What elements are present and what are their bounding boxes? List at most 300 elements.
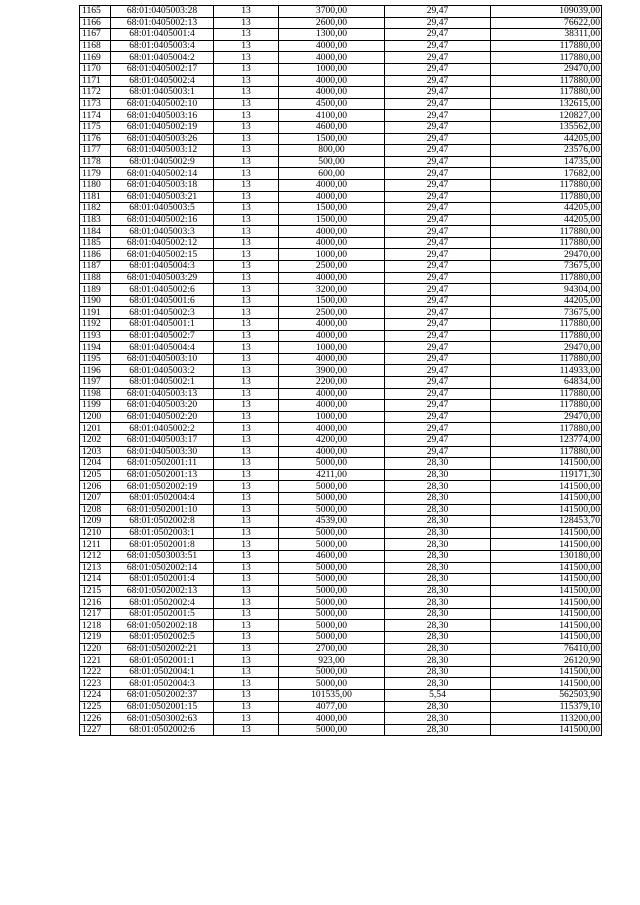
- cadastral-number-cell: 68:01:0405002:16: [111, 214, 214, 226]
- category-code-cell: 13: [214, 434, 279, 446]
- table-row: [80, 63, 602, 75]
- cadastral-number-cell: 68:01:0405002:13: [111, 17, 214, 29]
- area-cell: 600,00: [279, 168, 385, 180]
- area-cell: 1000,00: [279, 411, 385, 423]
- area-cell: 2200,00: [279, 377, 385, 389]
- area-cell: 1500,00: [279, 295, 385, 307]
- value-cell: 117880,00: [491, 191, 602, 203]
- category-code-cell: 13: [214, 562, 279, 574]
- area-cell: 4000,00: [279, 75, 385, 87]
- rate-cell: 29,47: [385, 52, 491, 64]
- value-cell: 44205,00: [491, 203, 602, 215]
- table-row: [80, 17, 602, 29]
- cadastral-number-cell: 68:01:0502002:37: [111, 690, 214, 702]
- cadastral-number-cell: 68:01:0405003:30: [111, 446, 214, 458]
- area-cell: 2500,00: [279, 261, 385, 273]
- category-code-cell: 13: [214, 423, 279, 435]
- value-cell: 141500,00: [491, 458, 602, 470]
- rate-cell: 28,30: [385, 481, 491, 493]
- rate-cell: 29,47: [385, 330, 491, 342]
- rate-cell: 29,47: [385, 145, 491, 157]
- table-body: [80, 6, 602, 736]
- row-number-cell: 1171: [80, 75, 111, 87]
- area-cell: 923,00: [279, 655, 385, 667]
- rate-cell: 28,30: [385, 469, 491, 481]
- table-row: [80, 191, 602, 203]
- row-number-cell: 1183: [80, 214, 111, 226]
- cadastral-number-cell: 68:01:0405003:13: [111, 388, 214, 400]
- cadastral-number-cell: 68:01:0405003:26: [111, 133, 214, 145]
- rate-cell: 29,47: [385, 353, 491, 365]
- table-row: [80, 434, 602, 446]
- value-cell: 141500,00: [491, 481, 602, 493]
- rate-cell: 29,47: [385, 179, 491, 191]
- category-code-cell: 13: [214, 121, 279, 133]
- rate-cell: 29,47: [385, 75, 491, 87]
- rate-cell: 29,47: [385, 400, 491, 412]
- area-cell: 5000,00: [279, 608, 385, 620]
- value-cell: 14735,00: [491, 156, 602, 168]
- rate-cell: 29,47: [385, 168, 491, 180]
- category-code-cell: 13: [214, 342, 279, 354]
- row-number-cell: 1220: [80, 643, 111, 655]
- rate-cell: 29,47: [385, 434, 491, 446]
- rate-cell: 29,47: [385, 133, 491, 145]
- value-cell: 141500,00: [491, 678, 602, 690]
- rate-cell: 29,47: [385, 98, 491, 110]
- value-cell: 132615,00: [491, 98, 602, 110]
- cadastral-number-cell: 68:01:0405002:3: [111, 307, 214, 319]
- category-code-cell: 13: [214, 284, 279, 296]
- value-cell: 115379,10: [491, 701, 602, 713]
- cadastral-number-cell: 68:01:0502002:14: [111, 562, 214, 574]
- value-cell: 113200,00: [491, 713, 602, 725]
- table-row: [80, 701, 602, 713]
- row-number-cell: 1204: [80, 458, 111, 470]
- category-code-cell: 13: [214, 620, 279, 632]
- cadastral-number-cell: 68:01:0405003:29: [111, 272, 214, 284]
- value-cell: 141500,00: [491, 585, 602, 597]
- cadastral-number-cell: 68:01:0405003:18: [111, 179, 214, 191]
- rate-cell: 29,47: [385, 377, 491, 389]
- category-code-cell: 13: [214, 643, 279, 655]
- value-cell: 141500,00: [491, 632, 602, 644]
- table-row: [80, 133, 602, 145]
- value-cell: 117880,00: [491, 40, 602, 52]
- area-cell: 5000,00: [279, 492, 385, 504]
- rate-cell: 29,47: [385, 342, 491, 354]
- table-row: [80, 29, 602, 41]
- cadastral-number-cell: 68:01:0405003:10: [111, 353, 214, 365]
- value-cell: 26120,90: [491, 655, 602, 667]
- category-code-cell: 13: [214, 40, 279, 52]
- category-code-cell: 13: [214, 249, 279, 261]
- rate-cell: 28,30: [385, 574, 491, 586]
- value-cell: 562503,90: [491, 690, 602, 702]
- table-row: [80, 98, 602, 110]
- row-number-cell: 1208: [80, 504, 111, 516]
- row-number-cell: 1191: [80, 307, 111, 319]
- row-number-cell: 1223: [80, 678, 111, 690]
- category-code-cell: 13: [214, 6, 279, 18]
- rate-cell: 28,30: [385, 492, 491, 504]
- row-number-cell: 1215: [80, 585, 111, 597]
- row-number-cell: 1182: [80, 203, 111, 215]
- area-cell: 2700,00: [279, 643, 385, 655]
- row-number-cell: 1176: [80, 133, 111, 145]
- table-row: [80, 6, 602, 18]
- table-row: [80, 597, 602, 609]
- table-row: [80, 527, 602, 539]
- rate-cell: 29,47: [385, 226, 491, 238]
- category-code-cell: 13: [214, 527, 279, 539]
- cadastral-number-cell: 68:01:0502002:18: [111, 620, 214, 632]
- area-cell: 4000,00: [279, 423, 385, 435]
- cadastral-number-cell: 68:01:0502001:15: [111, 701, 214, 713]
- area-cell: 4000,00: [279, 400, 385, 412]
- row-number-cell: 1178: [80, 156, 111, 168]
- area-cell: 5000,00: [279, 678, 385, 690]
- category-code-cell: 13: [214, 666, 279, 678]
- row-number-cell: 1195: [80, 353, 111, 365]
- category-code-cell: 13: [214, 713, 279, 725]
- cadastral-number-cell: 68:01:0502004:4: [111, 492, 214, 504]
- table-row: [80, 492, 602, 504]
- cadastral-number-cell: 68:01:0502001:1: [111, 655, 214, 667]
- category-code-cell: 13: [214, 295, 279, 307]
- table-row: [80, 110, 602, 122]
- row-number-cell: 1189: [80, 284, 111, 296]
- value-cell: 29470,00: [491, 342, 602, 354]
- category-code-cell: 13: [214, 469, 279, 481]
- cadastral-number-cell: 68:01:0503002:63: [111, 713, 214, 725]
- row-number-cell: 1193: [80, 330, 111, 342]
- category-code-cell: 13: [214, 446, 279, 458]
- value-cell: 29470,00: [491, 249, 602, 261]
- area-cell: 5000,00: [279, 666, 385, 678]
- row-number-cell: 1185: [80, 237, 111, 249]
- value-cell: 141500,00: [491, 562, 602, 574]
- table-row: [80, 504, 602, 516]
- area-cell: 4000,00: [279, 87, 385, 99]
- table-row: [80, 562, 602, 574]
- row-number-cell: 1167: [80, 29, 111, 41]
- rate-cell: 29,47: [385, 423, 491, 435]
- area-cell: 4000,00: [279, 226, 385, 238]
- cadastral-number-cell: 68:01:0405002:15: [111, 249, 214, 261]
- rate-cell: 29,47: [385, 29, 491, 41]
- area-cell: 1500,00: [279, 214, 385, 226]
- table-row: [80, 214, 602, 226]
- row-number-cell: 1180: [80, 179, 111, 191]
- rate-cell: 28,30: [385, 620, 491, 632]
- area-cell: 4211,00: [279, 469, 385, 481]
- category-code-cell: 13: [214, 353, 279, 365]
- value-cell: 128453,70: [491, 516, 602, 528]
- value-cell: 94304,00: [491, 284, 602, 296]
- category-code-cell: 13: [214, 168, 279, 180]
- rate-cell: 28,30: [385, 608, 491, 620]
- row-number-cell: 1211: [80, 539, 111, 551]
- category-code-cell: 13: [214, 400, 279, 412]
- document-page: [79, 5, 602, 736]
- value-cell: 73675,00: [491, 261, 602, 273]
- value-cell: 120827,00: [491, 110, 602, 122]
- row-number-cell: 1209: [80, 516, 111, 528]
- rate-cell: 29,47: [385, 156, 491, 168]
- rate-cell: 28,30: [385, 550, 491, 562]
- land-plots-table: [79, 5, 602, 736]
- category-code-cell: 13: [214, 52, 279, 64]
- category-code-cell: 13: [214, 655, 279, 667]
- area-cell: 2500,00: [279, 307, 385, 319]
- table-row: [80, 620, 602, 632]
- row-number-cell: 1206: [80, 481, 111, 493]
- table-row: [80, 539, 602, 551]
- row-number-cell: 1226: [80, 713, 111, 725]
- category-code-cell: 13: [214, 585, 279, 597]
- cadastral-number-cell: 68:01:0502001:13: [111, 469, 214, 481]
- cadastral-number-cell: 68:01:0405003:12: [111, 145, 214, 157]
- rate-cell: 29,47: [385, 295, 491, 307]
- row-number-cell: 1212: [80, 550, 111, 562]
- table-row: [80, 145, 602, 157]
- table-row: [80, 272, 602, 284]
- row-number-cell: 1214: [80, 574, 111, 586]
- table-row: [80, 400, 602, 412]
- rate-cell: 29,47: [385, 87, 491, 99]
- table-row: [80, 342, 602, 354]
- category-code-cell: 13: [214, 608, 279, 620]
- rate-cell: 28,30: [385, 527, 491, 539]
- cadastral-number-cell: 68:01:0502001:11: [111, 458, 214, 470]
- value-cell: 38311,00: [491, 29, 602, 41]
- table-row: [80, 87, 602, 99]
- area-cell: 1500,00: [279, 203, 385, 215]
- rate-cell: 29,47: [385, 388, 491, 400]
- table-row: [80, 377, 602, 389]
- row-number-cell: 1225: [80, 701, 111, 713]
- category-code-cell: 13: [214, 492, 279, 504]
- area-cell: 4000,00: [279, 52, 385, 64]
- table-row: [80, 388, 602, 400]
- value-cell: 29470,00: [491, 63, 602, 75]
- row-number-cell: 1175: [80, 121, 111, 133]
- table-row: [80, 237, 602, 249]
- cadastral-number-cell: 68:01:0502004:1: [111, 666, 214, 678]
- category-code-cell: 13: [214, 319, 279, 331]
- rate-cell: 29,47: [385, 63, 491, 75]
- rate-cell: 28,30: [385, 678, 491, 690]
- area-cell: 4100,00: [279, 110, 385, 122]
- row-number-cell: 1179: [80, 168, 111, 180]
- row-number-cell: 1213: [80, 562, 111, 574]
- area-cell: 5000,00: [279, 585, 385, 597]
- cadastral-number-cell: 68:01:0502001:10: [111, 504, 214, 516]
- value-cell: 141500,00: [491, 666, 602, 678]
- row-number-cell: 1186: [80, 249, 111, 261]
- cadastral-number-cell: 68:01:0502002:21: [111, 643, 214, 655]
- cadastral-number-cell: 68:01:0405003:21: [111, 191, 214, 203]
- category-code-cell: 13: [214, 632, 279, 644]
- row-number-cell: 1196: [80, 365, 111, 377]
- category-code-cell: 13: [214, 63, 279, 75]
- category-code-cell: 13: [214, 203, 279, 215]
- area-cell: 3700,00: [279, 6, 385, 18]
- row-number-cell: 1224: [80, 690, 111, 702]
- area-cell: 101535,00: [279, 690, 385, 702]
- row-number-cell: 1198: [80, 388, 111, 400]
- category-code-cell: 13: [214, 110, 279, 122]
- cadastral-number-cell: 68:01:0405002:12: [111, 237, 214, 249]
- value-cell: 141500,00: [491, 539, 602, 551]
- row-number-cell: 1202: [80, 434, 111, 446]
- area-cell: 4000,00: [279, 388, 385, 400]
- area-cell: 4000,00: [279, 272, 385, 284]
- table-row: [80, 249, 602, 261]
- rate-cell: 28,30: [385, 655, 491, 667]
- value-cell: 119171,30: [491, 469, 602, 481]
- table-row: [80, 52, 602, 64]
- cadastral-number-cell: 68:01:0405003:5: [111, 203, 214, 215]
- value-cell: 117880,00: [491, 237, 602, 249]
- table-row: [80, 179, 602, 191]
- value-cell: 117880,00: [491, 75, 602, 87]
- value-cell: 141500,00: [491, 574, 602, 586]
- rate-cell: 29,47: [385, 319, 491, 331]
- category-code-cell: 13: [214, 724, 279, 736]
- category-code-cell: 13: [214, 98, 279, 110]
- category-code-cell: 13: [214, 597, 279, 609]
- value-cell: 44205,00: [491, 295, 602, 307]
- category-code-cell: 13: [214, 690, 279, 702]
- value-cell: 44205,00: [491, 214, 602, 226]
- row-number-cell: 1207: [80, 492, 111, 504]
- rate-cell: 29,47: [385, 307, 491, 319]
- rate-cell: 28,30: [385, 632, 491, 644]
- value-cell: 76622,00: [491, 17, 602, 29]
- cadastral-number-cell: 68:01:0405003:28: [111, 6, 214, 18]
- value-cell: 117880,00: [491, 272, 602, 284]
- category-code-cell: 13: [214, 272, 279, 284]
- cadastral-number-cell: 68:01:0405002:14: [111, 168, 214, 180]
- category-code-cell: 13: [214, 307, 279, 319]
- rate-cell: 29,47: [385, 6, 491, 18]
- cadastral-number-cell: 68:01:0502002:4: [111, 597, 214, 609]
- area-cell: 4000,00: [279, 319, 385, 331]
- area-cell: 5000,00: [279, 562, 385, 574]
- cadastral-number-cell: 68:01:0405002:7: [111, 330, 214, 342]
- area-cell: 5000,00: [279, 597, 385, 609]
- rate-cell: 29,47: [385, 365, 491, 377]
- cadastral-number-cell: 68:01:0502001:5: [111, 608, 214, 620]
- cadastral-number-cell: 68:01:0405003:4: [111, 40, 214, 52]
- category-code-cell: 13: [214, 156, 279, 168]
- row-number-cell: 1219: [80, 632, 111, 644]
- category-code-cell: 13: [214, 87, 279, 99]
- rate-cell: 29,47: [385, 411, 491, 423]
- category-code-cell: 13: [214, 365, 279, 377]
- row-number-cell: 1201: [80, 423, 111, 435]
- category-code-cell: 13: [214, 237, 279, 249]
- area-cell: 5000,00: [279, 632, 385, 644]
- table-row: [80, 516, 602, 528]
- cadastral-number-cell: 68:01:0405001:4: [111, 29, 214, 41]
- rate-cell: 28,30: [385, 713, 491, 725]
- area-cell: 1000,00: [279, 63, 385, 75]
- rate-cell: 29,47: [385, 121, 491, 133]
- row-number-cell: 1188: [80, 272, 111, 284]
- category-code-cell: 13: [214, 388, 279, 400]
- area-cell: 5000,00: [279, 504, 385, 516]
- table-row: [80, 666, 602, 678]
- value-cell: 114933,00: [491, 365, 602, 377]
- table-row: [80, 75, 602, 87]
- category-code-cell: 13: [214, 17, 279, 29]
- value-cell: 117880,00: [491, 226, 602, 238]
- table-row: [80, 40, 602, 52]
- table-row: [80, 632, 602, 644]
- value-cell: 141500,00: [491, 504, 602, 516]
- area-cell: 1500,00: [279, 133, 385, 145]
- category-code-cell: 13: [214, 75, 279, 87]
- area-cell: 4200,00: [279, 434, 385, 446]
- row-number-cell: 1203: [80, 446, 111, 458]
- rate-cell: 29,47: [385, 17, 491, 29]
- cadastral-number-cell: 68:01:0405004:2: [111, 52, 214, 64]
- category-code-cell: 13: [214, 179, 279, 191]
- row-number-cell: 1168: [80, 40, 111, 52]
- category-code-cell: 13: [214, 226, 279, 238]
- area-cell: 5000,00: [279, 527, 385, 539]
- cadastral-number-cell: 68:01:0405001:6: [111, 295, 214, 307]
- rate-cell: 29,47: [385, 261, 491, 273]
- value-cell: 117880,00: [491, 423, 602, 435]
- table-row: [80, 690, 602, 702]
- value-cell: 130180,00: [491, 550, 602, 562]
- area-cell: 5000,00: [279, 574, 385, 586]
- rate-cell: 29,47: [385, 203, 491, 215]
- rate-cell: 29,47: [385, 40, 491, 52]
- table-row: [80, 168, 602, 180]
- rate-cell: 29,47: [385, 284, 491, 296]
- cadastral-number-cell: 68:01:0405002:6: [111, 284, 214, 296]
- value-cell: 76410,00: [491, 643, 602, 655]
- row-number-cell: 1192: [80, 319, 111, 331]
- value-cell: 141500,00: [491, 724, 602, 736]
- cadastral-number-cell: 68:01:0502004:3: [111, 678, 214, 690]
- cadastral-number-cell: 68:01:0502002:6: [111, 724, 214, 736]
- value-cell: 117880,00: [491, 400, 602, 412]
- cadastral-number-cell: 68:01:0502002:5: [111, 632, 214, 644]
- cadastral-number-cell: 68:01:0405002:19: [111, 121, 214, 133]
- category-code-cell: 13: [214, 214, 279, 226]
- rate-cell: 28,30: [385, 585, 491, 597]
- cadastral-number-cell: 68:01:0502002:8: [111, 516, 214, 528]
- category-code-cell: 13: [214, 574, 279, 586]
- area-cell: 3200,00: [279, 284, 385, 296]
- row-number-cell: 1199: [80, 400, 111, 412]
- cadastral-number-cell: 68:01:0503003:51: [111, 550, 214, 562]
- category-code-cell: 13: [214, 481, 279, 493]
- category-code-cell: 13: [214, 133, 279, 145]
- table-row: [80, 643, 602, 655]
- area-cell: 4539,00: [279, 516, 385, 528]
- area-cell: 4000,00: [279, 446, 385, 458]
- area-cell: 2600,00: [279, 17, 385, 29]
- value-cell: 117880,00: [491, 87, 602, 99]
- rate-cell: 28,30: [385, 701, 491, 713]
